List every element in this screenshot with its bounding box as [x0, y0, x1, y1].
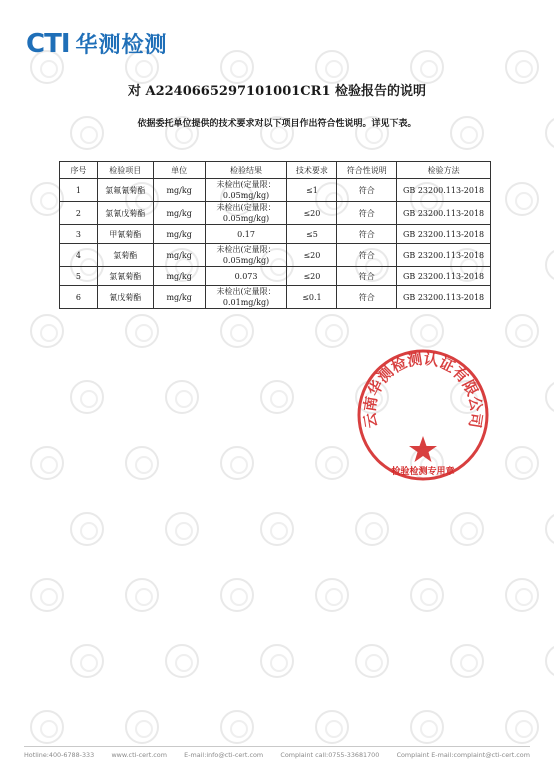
results-table — [59, 161, 491, 309]
cell-no: 4 — [60, 244, 98, 267]
table-row — [60, 244, 491, 267]
footer-website: www.cti-cert.com — [111, 751, 167, 759]
watermark-icon — [220, 710, 254, 744]
watermark-icon — [260, 380, 294, 414]
cell-method: GB 23200.113-2018 — [397, 202, 491, 225]
cell-unit: mg/kg — [153, 244, 205, 267]
watermark-icon — [125, 578, 159, 612]
watermark-icon — [545, 248, 554, 282]
seal-center-text: 检验检测专用章 — [391, 467, 455, 477]
table-row — [60, 179, 491, 202]
cell-result: 0.073 — [205, 267, 287, 286]
watermark-icon — [355, 644, 389, 678]
seal-graphic — [354, 346, 492, 484]
watermark-icon — [30, 314, 64, 348]
company-logo — [26, 28, 168, 59]
cell-conformity: 符合 — [337, 179, 397, 202]
cell-conformity: 符合 — [337, 286, 397, 309]
watermark-icon — [410, 710, 444, 744]
cell-no: 2 — [60, 202, 98, 225]
watermark-icon — [315, 446, 349, 480]
cell-item: 氯氟氰菊酯 — [97, 179, 153, 202]
watermark-icon — [545, 644, 554, 678]
cell-method: GB 23200.113-2018 — [397, 286, 491, 309]
watermark-icon — [30, 446, 64, 480]
watermark-icon — [165, 644, 199, 678]
cell-method: GB 23200.113-2018 — [397, 179, 491, 202]
table-row — [60, 286, 491, 309]
cell-result: 未检出(定量限：0.01mg/kg) — [205, 286, 287, 309]
watermark-icon — [545, 380, 554, 414]
watermark-icon — [505, 50, 539, 84]
watermark-icon — [410, 50, 444, 84]
cell-no: 1 — [60, 179, 98, 202]
watermark-icon — [315, 710, 349, 744]
cell-unit: mg/kg — [153, 286, 205, 309]
col-header: 技术要求 — [287, 162, 337, 179]
table-row — [60, 225, 491, 244]
cell-conformity: 符合 — [337, 244, 397, 267]
table-header-row — [60, 162, 491, 179]
cell-unit: mg/kg — [153, 202, 205, 225]
watermark-icon — [450, 644, 484, 678]
watermark-icon — [410, 578, 444, 612]
cell-unit: mg/kg — [153, 179, 205, 202]
cell-requirement: ≤5 — [287, 225, 337, 244]
col-header: 检验项目 — [97, 162, 153, 179]
watermark-icon — [125, 446, 159, 480]
page-footer — [24, 746, 530, 759]
watermark-icon — [70, 644, 104, 678]
cell-conformity: 符合 — [337, 202, 397, 225]
watermark-icon — [165, 380, 199, 414]
col-header: 检验方法 — [397, 162, 491, 179]
cell-item: 甲氰菊酯 — [97, 225, 153, 244]
watermark-icon — [355, 512, 389, 546]
watermark-icon — [125, 314, 159, 348]
watermark-icon — [260, 512, 294, 546]
cell-conformity: 符合 — [337, 267, 397, 286]
official-seal — [354, 346, 492, 484]
intro-text: 依据委托单位提供的技术要求对以下项目作出符合性说明。详见下表。 — [137, 119, 417, 129]
seal-star-icon — [409, 436, 437, 462]
cell-requirement: ≤1 — [287, 179, 337, 202]
col-header: 序号 — [60, 162, 98, 179]
cell-requirement: ≤20 — [287, 244, 337, 267]
page-title: 对 A2240665297101001CR1 检验报告的说明 — [127, 84, 427, 99]
cell-requirement: ≤20 — [287, 202, 337, 225]
cell-item: 氯氰戊菊酯 — [97, 202, 153, 225]
footer-complaint-email: Complaint E-mail:complaint@cti-cert.com — [396, 751, 530, 759]
col-header: 单位 — [153, 162, 205, 179]
col-header: 检验结果 — [205, 162, 287, 179]
watermark-icon — [315, 578, 349, 612]
cell-item: 氯菊酯 — [97, 244, 153, 267]
cell-method: GB 23200.113-2018 — [397, 225, 491, 244]
cell-conformity: 符合 — [337, 225, 397, 244]
footer-hotline: Hotline:400-6788-333 — [24, 751, 95, 759]
cell-method: GB 23200.113-2018 — [397, 244, 491, 267]
cell-requirement: ≤0.1 — [287, 286, 337, 309]
footer-complaint-call: Complaint call:0755-33681700 — [280, 751, 380, 759]
watermark-icon — [220, 578, 254, 612]
watermark-icon — [545, 512, 554, 546]
cell-result: 未检出(定量限：0.05mg/kg) — [205, 202, 287, 225]
seal-ring-text: 云南华测检测认证有限公司 — [360, 349, 486, 430]
watermark-icon — [165, 512, 199, 546]
watermark-icon — [505, 578, 539, 612]
cell-requirement: ≤20 — [287, 267, 337, 286]
cell-unit: mg/kg — [153, 267, 205, 286]
watermark-icon — [220, 446, 254, 480]
cell-item: 氯氰菊酯 — [97, 267, 153, 286]
watermark-icon — [450, 512, 484, 546]
logo-mark: CTI — [26, 28, 70, 59]
cell-result: 未检出(定量限：0.05mg/kg) — [205, 179, 287, 202]
watermark-icon — [70, 380, 104, 414]
watermark-icon — [505, 182, 539, 216]
watermark-icon — [505, 710, 539, 744]
watermark-icon — [70, 512, 104, 546]
col-header: 符合性说明 — [337, 162, 397, 179]
cell-no: 5 — [60, 267, 98, 286]
cell-method: GB 23200.113-2018 — [397, 267, 491, 286]
cell-result: 0.17 — [205, 225, 287, 244]
watermark-icon — [505, 446, 539, 480]
logo-text: 华测检测 — [75, 33, 168, 58]
watermark-icon — [125, 710, 159, 744]
watermark-icon — [220, 314, 254, 348]
cell-result: 未检出(定量限：0.05mg/kg) — [205, 244, 287, 267]
watermark-icon — [315, 50, 349, 84]
watermark-icon — [30, 710, 64, 744]
table-row — [60, 267, 491, 286]
watermark-icon — [220, 50, 254, 84]
table-row — [60, 202, 491, 225]
cell-no: 3 — [60, 225, 98, 244]
svg-text:云南华测检测认证有限公司 — [361, 350, 486, 429]
footer-email: E-mail:info@cti-cert.com — [184, 751, 264, 759]
cell-unit: mg/kg — [153, 225, 205, 244]
cell-no: 6 — [60, 286, 98, 309]
watermark-icon — [30, 578, 64, 612]
cell-item: 氰戊菊酯 — [97, 286, 153, 309]
watermark-icon — [505, 314, 539, 348]
watermark-icon — [315, 314, 349, 348]
watermark-icon — [410, 314, 444, 348]
watermark-icon — [260, 644, 294, 678]
